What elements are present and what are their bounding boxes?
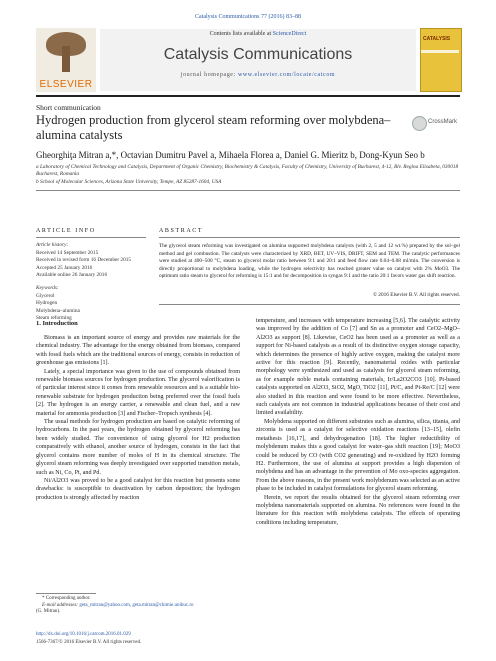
article-info-header: ARTICLE INFO	[36, 228, 96, 234]
issn-line: 1566-7367/© 2016 Elsevier B.V. All rights reserved.	[36, 640, 142, 645]
doi-link[interactable]: http://dx.doi.org/10.1016/j.catcom.2016.01.029	[36, 632, 131, 637]
history-received: Received 14 September 2015	[36, 249, 99, 256]
publisher-logo-text: ELSEVIER	[39, 79, 93, 90]
history-revised: Received in revised form 16 December 2015	[36, 257, 132, 263]
crossmark-icon[interactable]	[412, 116, 427, 131]
journal-citation-line: Catalysis Communications 77 (2016) 83–88	[195, 14, 301, 20]
contents-line	[100, 31, 416, 37]
abstract-text: The glycerol steam reforming was investigated on alumina supported molybdena catalysts (with 2, 5 and 12 wt.%) prepared by the sol–gel method and gel combustion. The catalysts were characterized by XRD, BET, UV–VIS, DRIFT, SEM and TEM. The catalytic performances were studied at 400–500 °C, steam to glycerol molar ratio between 9:1 and 20:1 and feed flow rate 0.04–0.08 ml/min. The conversion is directly proportional to molybdena loading, while the hydrogen selectivity has reached greater value on catalyst with 2% MoO3. The optimum ratio steam to glycerol for reforming is 15:1 and for decomposition in syngas 9:1 and the ratio 20:1 favors water gas shift reaction.	[159, 243, 460, 280]
abstract-header: ABSTRACT	[159, 228, 204, 234]
left-column	[36, 334, 240, 502]
journal-cover-band	[421, 50, 459, 53]
email-label: E-mail addresses:	[42, 602, 80, 608]
journal-homepage-line	[100, 72, 416, 78]
corresponding-author-note: * Corresponding author.	[42, 596, 91, 601]
email-suffix: (G. Mitran).	[36, 609, 61, 614]
section-title-introduction: 1. Introduction	[36, 320, 78, 327]
keyword: Steam reforming	[36, 315, 72, 321]
sciencedirect-link[interactable]: ScienceDirect	[272, 31, 307, 37]
history-accepted: Accepted 25 January 2016	[36, 264, 93, 271]
affiliation-b: b School of Molecular Sciences, Arizona State University, Tempe, AZ 85287-1604, USA	[36, 179, 222, 185]
history-online: Available online 26 January 2016	[36, 272, 108, 278]
footnote	[36, 596, 240, 616]
masthead-rule	[36, 95, 460, 97]
history-label: Article history:	[36, 242, 69, 248]
article-history	[36, 242, 146, 280]
abstract-copyright: © 2016 Elsevier B.V. All rights reserved.	[372, 292, 460, 298]
contents-prefix: Contents lists available at	[209, 31, 273, 37]
doi-line	[36, 632, 460, 637]
paragraph: Ni/Al2O3 was proved to be a good catalyst for this reaction but presents some drawbacks: is susceptible to deactivation by carbon deposition; the hydrogen production is strongly affected by reaction	[36, 477, 240, 501]
article-title: Hydrogen production from glycerol steam reforming over molybdena–alumina catalysts	[36, 113, 391, 142]
paragraph: The usual methods for hydrogen production are based on catalytic reforming of hydrocarbons. In the past years, the hydrogen obtained by glycerol reforming has been widely studied. The convenience of using glycerol for H2 production comparatively with ethanol, another source of hydrogen, consists in the fact that glycerol contains more number of moles of H in its chemical structure. The glycerol steam reforming was deeply investigated over supported transition metals, such as Ni, Co, Pt, and Pd.	[36, 419, 240, 476]
paragraph: Herein, we report the results obtained for the glycerol steam reforming over molybdena nanomaterials supported on alumina. No references were found in the literature for this reaction with molybdena catalysts. The effects of operating conditions including temperature,	[256, 494, 460, 526]
paragraph: Biomass is an important source of energy and provides raw materials for the chemical industry. The advantage for the energy obtained from biomass, compared with fossil fuels which are the traditional sources of energy, consists in reduction of greenhouse gas emissions [1].	[36, 335, 240, 367]
journal-title: Catalysis Communications	[163, 46, 353, 63]
keywords-label: Keywords:	[36, 285, 59, 291]
paragraph: temperature, and increases with temperature increasing [5,6]. The catalytic activity was improved by the addition of Co [7] and Sn as a promoter and CeO2–MgO–Al2O3 as support [8]. Likewise, CeO2 has been used as a promoter as well as a support for Ni-based catalysts as a result of its distinctive oxygen storage capacity, which determines the presence of highly active oxygen, making the catalyst more active for this reaction [9]. Recently, nanomaterial oxides with particular morphology were synthesized and used as catalysts for glycerol steam reforming, as for example noble metals containing materials, Ir/La2O2CO3 [10]. Pt-based catalysts supported on Al2O3, SiO2, MgO, TiO2 [11], Pt/C, and Pt-Re/C [12] were also studied in this reaction and were found to be more effective. Nevertheless, such catalysts are not common in industrial applications because of their cost and limited availability.	[256, 318, 460, 417]
article-info-rule	[36, 237, 146, 238]
affiliation-rule	[36, 190, 460, 191]
elsevier-tree-trunk	[62, 46, 70, 72]
author-email-link[interactable]: geta_mitran@yahoo.com, geta.mitran@chimie.unibuc.ro	[79, 602, 194, 608]
abstract-bottom-rule	[159, 304, 460, 305]
paragraph: Lately, a special importance was given to the use of compounds obtained from renewable biomass sources for hydrogen production. The glycerol valorification is of particular interest since it comes from renewable resources and is a suitable bio-renewable substrate for hydrogen production being preferred over the fossil fuels [2]. The hydrogen is an energy carrier, a renewable and clean fuel, and a raw material for ammonia production [3] and Fischer–Tropsch synthesis [4].	[36, 368, 240, 417]
homepage-prefix: journal homepage:	[180, 72, 238, 78]
footnote-rule	[36, 593, 96, 594]
journal-cover-title: CATALYSIS	[423, 36, 451, 42]
paragraph: Molybdena supported on different substrates such as alumina, silica, titania, and zirconia is used as a catalyst for selective oxidation reactions [13–15], olefin metathesis [16,17], and dehydrogenation [18]. The higher reductibility of molybdenum makes this a good catalyst for water–gas shift reaction [19]; MoO3 could be reduced by CO (with CO2 generating) and re-oxidized by H2O forming H2. Furthermore, the use of alumina at support provides a high dispersion of molybdena and has an advantage in the prevention of Mo oxo-species aggregation. From the above reasons, in the present work molybdenum was selected as an active phase to be included in catalyst formulations for glycerol steam reforming.	[256, 418, 460, 493]
keyword: Glycerol	[36, 292, 55, 299]
article-type: Short communication	[36, 103, 101, 112]
journal-homepage-link[interactable]: www.elsevier.com/locate/catcom	[237, 72, 336, 78]
crossmark-label[interactable]: CrossMark	[428, 119, 458, 125]
author-list: Gheorghiţa Mitran a,*, Octavian Dumitru Pavel a, Mihaela Florea a, Daniel G. Mieritz b, Dong-Kyun Seo b	[36, 150, 425, 160]
keyword: Molybdena–alumina	[36, 307, 80, 314]
keywords-block	[36, 285, 146, 323]
abstract-rule	[159, 237, 460, 238]
affiliation-a: a Laboratory of Chemical Technology and Catalysis, Department of Organic Chemistry, Biochemistry & Catalysis, Faculty of Chemistry, University of Bucharest, 4-12, Blv. Regina Elisabeta, 030018 Bucharest, Romania	[36, 164, 459, 177]
keyword: Hydrogen	[36, 300, 58, 306]
right-column	[256, 317, 460, 527]
